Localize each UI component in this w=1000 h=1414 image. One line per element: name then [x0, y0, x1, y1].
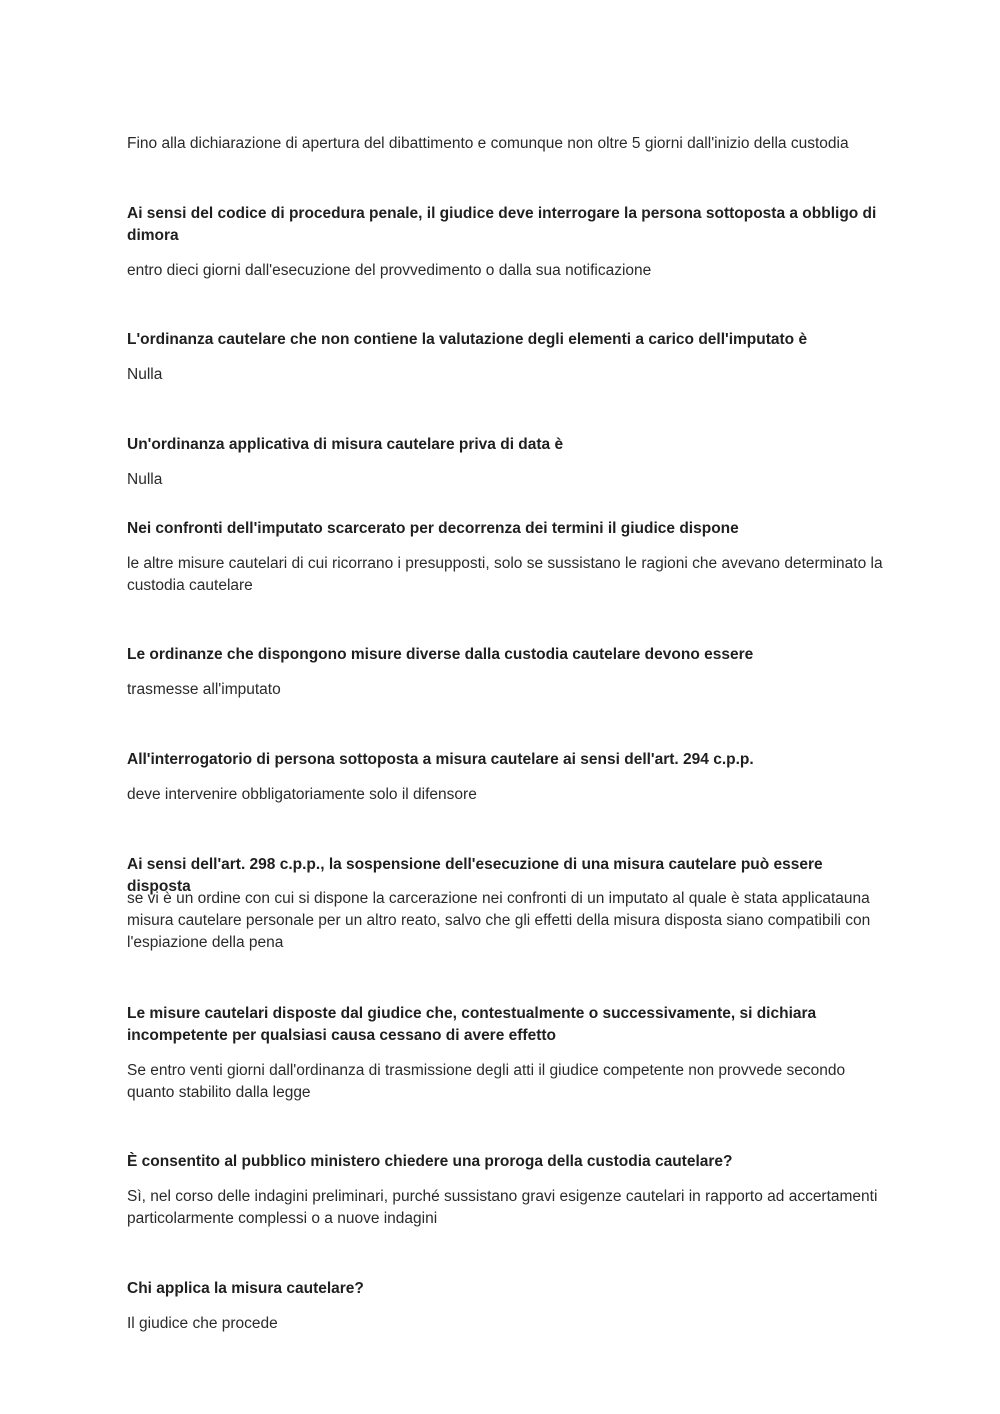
answer-text: Nulla — [127, 471, 163, 488]
question-text: Chi applica la misura cautelare? — [127, 1280, 364, 1297]
answer-text: se vi è un ordine con cui si dispone la carcerazione nei confronti di un imputato al quale è stata applicatauna misura cautelare personale per un altro reato, salvo che gli effetti della misura disposta siano compatibili con l'espiazione della pena — [127, 890, 871, 951]
answer-text: le altre misure cautelari di cui ricorrano i presupposti, solo se sussistano le ragioni che avevano determinato la custodia cautelare — [127, 555, 883, 594]
answer-text: Il giudice che procede — [127, 1315, 278, 1332]
question-text: All'interrogatorio di persona sottoposta a misura cautelare ai sensi dell'art. 294 c.p.p. — [127, 751, 754, 768]
question-text: Ai sensi dell'art. 298 c.p.p., la sospensione dell'esecuzione di una misura cautelare può essere disposta — [127, 856, 823, 895]
question-text: È consentito al pubblico ministero chiedere una proroga della custodia cautelare? — [127, 1153, 733, 1170]
answer-text: Sì, nel corso delle indagini preliminari, purché sussistano gravi esigenze cautelari in rapporto ad accertamenti particolarmente complessi o a nuove indagini — [127, 1188, 878, 1227]
answer-text: entro dieci giorni dall'esecuzione del provvedimento o dalla sua notificazione — [127, 262, 652, 279]
question-text: Ai sensi del codice di procedura penale, il giudice deve interrogare la persona sottoposta a obbligo di dimora — [127, 205, 877, 244]
answer-text: Nulla — [127, 366, 163, 383]
question-text: L'ordinanza cautelare che non contiene la valutazione degli elementi a carico dell'imputato è — [127, 331, 808, 348]
answer-text: Se entro venti giorni dall'ordinanza di trasmissione degli atti il giudice competente non provvede secondo quanto stabilito dalla legge — [127, 1062, 846, 1101]
answer-text: deve intervenire obbligatoriamente solo il difensore — [127, 786, 477, 803]
answer-text: Fino alla dichiarazione di apertura del dibattimento e comunque non oltre 5 giorni dall'inizio della custodia — [127, 135, 849, 152]
question-text: Le ordinanze che dispongono misure diverse dalla custodia cautelare devono essere — [127, 646, 754, 663]
question-text: Nei confronti dell'imputato scarcerato per decorrenza dei termini il giudice dispone — [127, 520, 739, 537]
answer-text: trasmesse all'imputato — [127, 681, 281, 698]
question-text: Un'ordinanza applicativa di misura cautelare priva di data è — [127, 436, 564, 453]
question-text: Le misure cautelari disposte dal giudice che, contestualmente o successivamente, si dichiara incompetente per qualsiasi causa cessano di avere effetto — [127, 1005, 817, 1044]
